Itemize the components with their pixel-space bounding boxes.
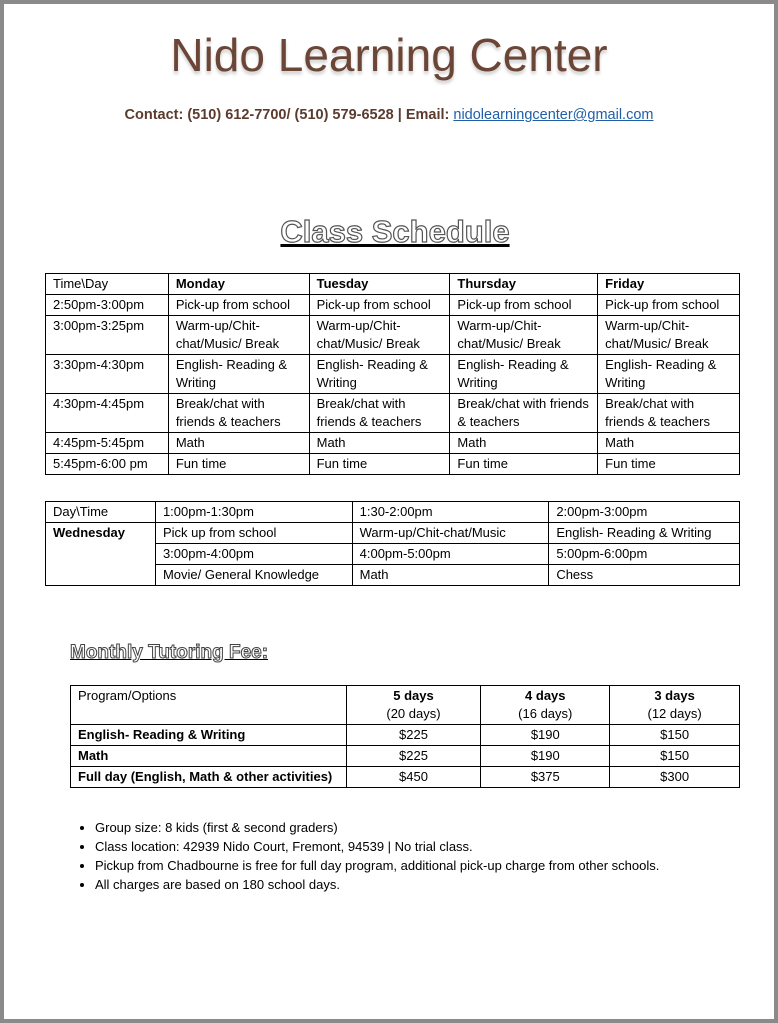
activity-cell: 4:00pm-5:00pm [352, 544, 549, 565]
weekly-schedule-table [45, 273, 740, 475]
activity-cell: Pick-up from school [168, 295, 309, 316]
center-title: Nido Learning Center [170, 29, 608, 81]
activity-cell: Math [352, 565, 549, 586]
table-row [71, 725, 740, 746]
activity-cell: Pick up from school [155, 523, 352, 544]
activity-cell: Warm-up/Chit-chat/Music/ Break [309, 316, 450, 355]
header-cell: 2:00pm-3:00pm [549, 502, 740, 523]
time-cell: 3:00pm-3:25pm [46, 316, 169, 355]
price-cell: $300 [610, 767, 740, 788]
note-item: • Pickup from Chadbourne is free for full day program, additional pick-up charge from other schools. [95, 856, 659, 875]
price-cell: $150 [610, 725, 740, 746]
activity-cell: Pick-up from school [309, 295, 450, 316]
table-row [46, 355, 740, 394]
time-cell: 4:30pm-4:45pm [46, 394, 169, 433]
activity-cell: Chess [549, 565, 740, 586]
activity-cell: Break/chat with friends & teachers [598, 394, 740, 433]
header-cell [610, 686, 740, 725]
contact-line [0, 107, 778, 123]
header-cell [346, 686, 481, 725]
table-row [46, 523, 740, 544]
activity-cell: Warm-up/Chit-chat/Music [352, 523, 549, 544]
day-cell: Wednesday [46, 523, 156, 586]
price-cell: $150 [610, 746, 740, 767]
activity-cell: Math [309, 433, 450, 454]
price-cell: $190 [481, 725, 610, 746]
activity-cell: Math [598, 433, 740, 454]
activity-cell: English- Reading & Writing [450, 355, 598, 394]
note-item: • Class location: 42939 Nido Court, Fremont, 94539 | No trial class. [95, 837, 659, 856]
table-row [71, 686, 740, 725]
header-line: (16 days) [518, 706, 573, 721]
activity-cell: Break/chat with friends & teachers [168, 394, 309, 433]
table-row [46, 394, 740, 433]
program-cell: Full day (English, Math & other activities) [71, 767, 347, 788]
header-cell: Thursday [450, 274, 598, 295]
price-cell: $375 [481, 767, 610, 788]
activity-cell: 3:00pm-4:00pm [155, 544, 352, 565]
email-link[interactable]: nidolearningcenter@gmail.com [453, 107, 654, 123]
activity-cell: Warm-up/Chit-chat/Music/ Break [450, 316, 598, 355]
activity-cell: Break/chat with friends & teachers [450, 394, 598, 433]
activity-cell: Warm-up/Chit-chat/Music/ Break [168, 316, 309, 355]
header-cell [71, 686, 347, 725]
activity-cell: Fun time [450, 454, 598, 475]
fee-table [70, 685, 740, 788]
activity-cell: Fun time [309, 454, 450, 475]
price-cell: $225 [346, 725, 481, 746]
header-cell: Time\Day [46, 274, 169, 295]
schedule-title-text: Class Schedule [280, 214, 510, 249]
program-cell: English- Reading & Writing [71, 725, 347, 746]
fee-title: Monthly Tutoring Fee: [70, 642, 269, 663]
table-row [46, 502, 740, 523]
activity-cell: Warm-up/Chit-chat/Music/ Break [598, 316, 740, 355]
header-line: Program/Options [78, 688, 177, 703]
time-cell: 4:45pm-5:45pm [46, 433, 169, 454]
activity-cell: Fun time [168, 454, 309, 475]
table-row [46, 316, 740, 355]
activity-cell: Fun time [598, 454, 740, 475]
activity-cell: Break/chat with friends & teachers [309, 394, 450, 433]
header-cell: 1:30-2:00pm [352, 502, 549, 523]
time-cell: 2:50pm-3:00pm [46, 295, 169, 316]
header-line: (12 days) [647, 706, 702, 721]
activity-cell: English- Reading & Writing [598, 355, 740, 394]
activity-cell: 5:00pm-6:00pm [549, 544, 740, 565]
header-line: 5 days [393, 688, 434, 703]
price-cell: $450 [346, 767, 481, 788]
activity-cell: Math [168, 433, 309, 454]
table-row [71, 746, 740, 767]
activity-cell: Math [450, 433, 598, 454]
activity-cell: English- Reading & Writing [309, 355, 450, 394]
header-cell: Day\Time [46, 502, 156, 523]
time-cell: 5:45pm-6:00 pm [46, 454, 169, 475]
activity-cell: Pick-up from school [450, 295, 598, 316]
header-cell: Tuesday [309, 274, 450, 295]
activity-cell: English- Reading & Writing [549, 523, 740, 544]
table-row [71, 767, 740, 788]
price-cell: $190 [481, 746, 610, 767]
header-line: 4 days [525, 688, 566, 703]
time-cell: 3:30pm-4:30pm [46, 355, 169, 394]
activity-cell: Pick-up from school [598, 295, 740, 316]
table-row [46, 454, 740, 475]
header-line: 3 days [654, 688, 695, 703]
table-row [46, 274, 740, 295]
note-item: • All charges are based on 180 school days. [95, 875, 659, 894]
header-cell: Monday [168, 274, 309, 295]
header-cell: Friday [598, 274, 740, 295]
note-item: • Group size: 8 kids (first & second graders) [95, 818, 659, 837]
contact-text: Contact: (510) 612-7700/ (510) 579-6528 | Email: [124, 107, 450, 123]
header-cell: 1:00pm-1:30pm [155, 502, 352, 523]
activity-cell: English- Reading & Writing [168, 355, 309, 394]
header-cell [481, 686, 610, 725]
schedule-title [0, 214, 778, 250]
wednesday-schedule-table [45, 501, 740, 586]
header-line: (20 days) [386, 706, 441, 721]
table-row [46, 295, 740, 316]
price-cell: $225 [346, 746, 481, 767]
program-cell: Math [71, 746, 347, 767]
notes-list [75, 818, 659, 894]
table-row [46, 433, 740, 454]
activity-cell: Movie/ General Knowledge [155, 565, 352, 586]
